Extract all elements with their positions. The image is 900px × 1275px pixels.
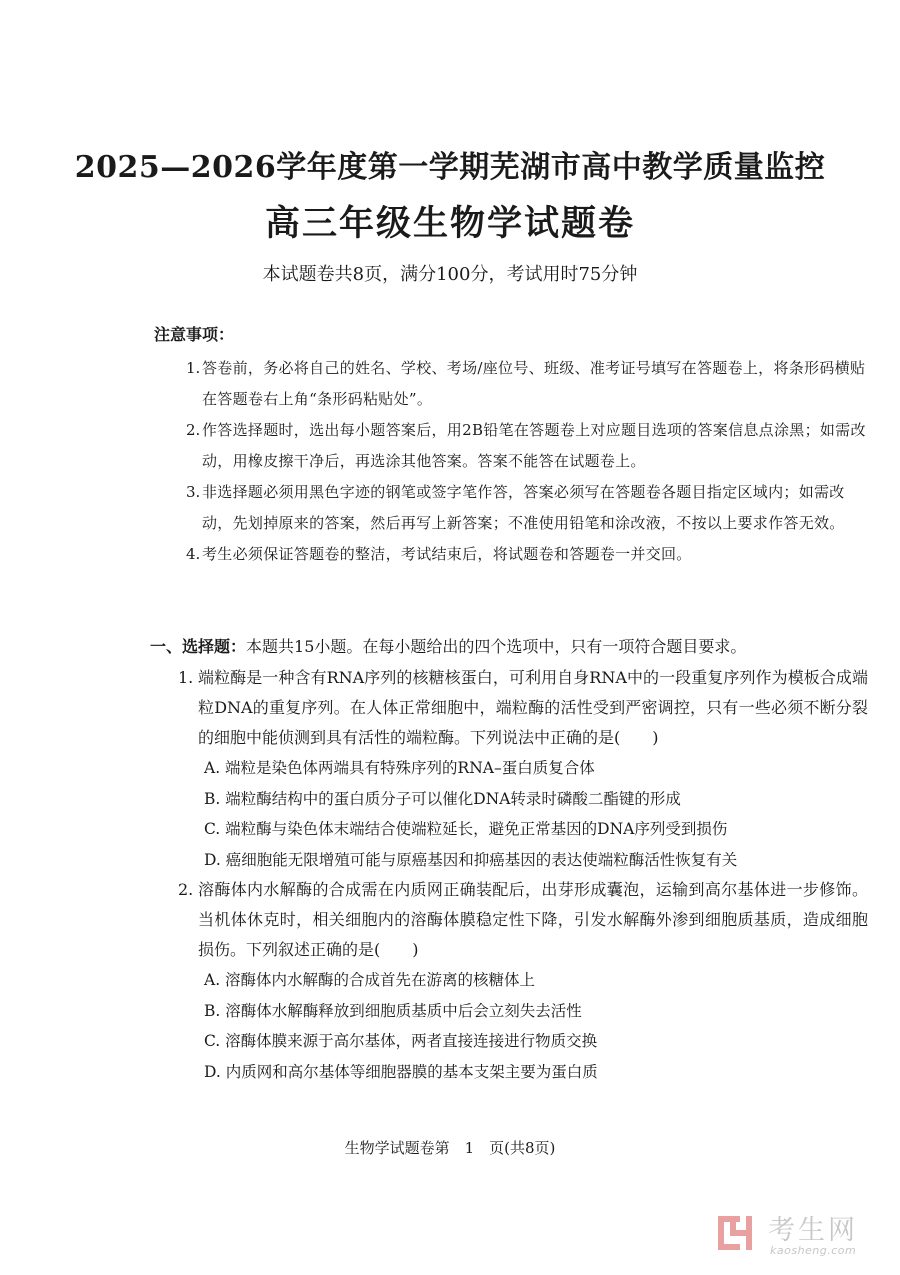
notice-text: 答卷前，务必将自己的姓名、学校、考场/座位号、班级、准考证号填写在答题卷上，将条形码横贴在答题卷右上角“条形码粘贴处”。 xyxy=(202,359,866,408)
kaosheng-logo-icon xyxy=(716,1212,758,1254)
option-b: B. 端粒酶结构中的蛋白质分子可以催化DNA转录时磷酸二酯键的形成 xyxy=(204,789,681,808)
notice-number: 4. xyxy=(186,545,201,563)
notice-text: 非选择题必须用黑色字迹的钢笔或签字笔作答，答案必须写在答题卷各题目指定区域内；如需改动，先划掉原来的答案，然后再写上新答案；不准使用铅笔和涂改液，不按以上要求作答无效。 xyxy=(202,483,845,532)
question-stem xyxy=(178,663,868,753)
option-a: A. 溶酶体内水解酶的合成首先在游离的核糖体上 xyxy=(204,971,536,989)
page-footer: 生物学试题卷第 1 页(共8页) xyxy=(344,1139,556,1157)
option-c: C. 端粒酶与染色体末端结合使端粒延长，避免正常基因的DNA序列受到损伤 xyxy=(204,820,728,838)
notice-text: 作答选择题时，选出每小题答案后，用2B铅笔在答题卷上对应题目选项的答案信息点涂黑；如需改动，用橡皮擦干净后，再选涂其他答案。答案不能答在试题卷上。 xyxy=(202,421,866,470)
watermark xyxy=(716,1208,886,1266)
question-2 xyxy=(178,875,868,1087)
exam-subject-title: 高三年级生物学试题卷 xyxy=(264,204,635,244)
notice-number: 2. xyxy=(186,421,201,439)
section-label: 一、选择题： xyxy=(150,637,247,656)
question-text: 端粒酶是一种含有RNA序列的核糖核蛋白，可利用自身RNA中的一段重复序列作为模板合成端粒DNA的重复序列。在人体正常细胞中，端粒酶的活性受到严密调控，只有一些必须不断分裂的细胞中能侦测到具有活性的端粒酶。下列说法中正确的是( ) xyxy=(198,668,868,747)
notice-number: 1. xyxy=(186,359,201,377)
watermark-name: 考生网 xyxy=(768,1215,858,1246)
question-text: 溶酶体内水解酶的合成需在内质网正确装配后，出芽形成囊泡，运输到高尔基体进一步修饰。当机体休克时，相关细胞内的溶酶体膜稳定性下降，引发水解酶外渗到细胞质基质，造成细胞损伤。下列叙述正确的是( ) xyxy=(198,880,868,959)
notice-item xyxy=(186,539,866,570)
question-stem xyxy=(178,875,868,965)
exam-meta-info: 本试题卷共8页，满分100分，考试用时75分钟 xyxy=(262,264,638,285)
question-1 xyxy=(178,663,868,875)
option-d: D. 内质网和高尔基体等细胞器膜的基本支架主要为蛋白质 xyxy=(204,1062,598,1081)
notice-item xyxy=(186,477,866,539)
notice-item xyxy=(186,353,866,415)
notice-item xyxy=(186,415,866,477)
section-heading xyxy=(150,636,870,658)
option-d: D. 癌细胞能无限增殖可能与原癌基因和抑癌基因的表达使端粒酶活性恢复有关 xyxy=(204,850,738,869)
notice-list xyxy=(186,353,866,570)
option-c: C. 溶酶体膜来源于高尔基体，两者直接连接进行物质交换 xyxy=(204,1032,598,1050)
option-a: A. 端粒是染色体两端具有特殊序列的RNA–蛋白质复合体 xyxy=(204,759,595,777)
exam-title: 2025—2026学年度第一学期芜湖市高中教学质量监控 xyxy=(74,150,826,185)
question-list xyxy=(178,663,868,1087)
section-description: 本题共15小题。在每小题给出的四个选项中，只有一项符合题目要求。 xyxy=(246,637,747,656)
notice-number: 3. xyxy=(186,483,201,501)
notice-text: 考生必须保证答题卷的整洁，考试结束后，将试题卷和答题卷一并交回。 xyxy=(202,545,692,563)
notice-heading: 注意事项： xyxy=(154,325,235,344)
option-b: B. 溶酶体水解酶释放到细胞质基质中后会立刻失去活性 xyxy=(204,1001,582,1020)
watermark-domain: kaosheng.com xyxy=(770,1244,857,1257)
question-number: 2. xyxy=(178,880,194,899)
question-number: 1. xyxy=(178,668,194,687)
